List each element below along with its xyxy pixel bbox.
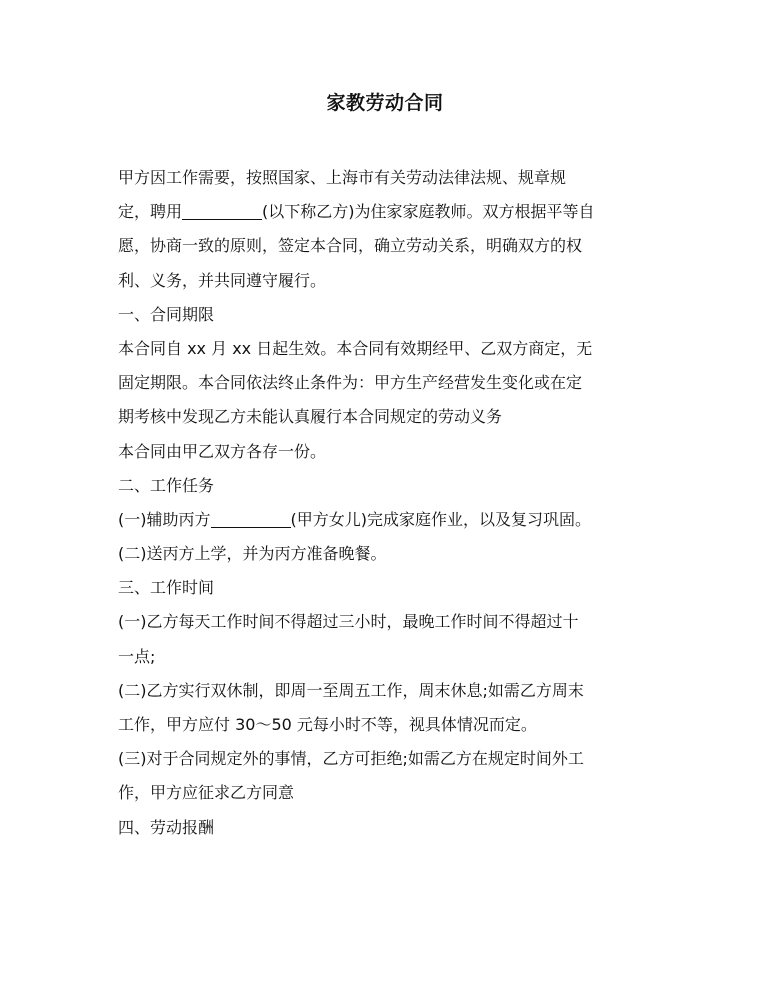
section-3-item-3-line-2: 作，甲方应征求乙方同意 <box>118 783 295 803</box>
section-3-heading: 三、工作时间 <box>118 578 215 598</box>
document-title: 家教劳动合同 <box>326 92 444 114</box>
section-4-heading: 四、劳动报酬 <box>118 817 215 837</box>
section-2-item-2: (二)送丙方上学，并为丙方准备晚餐。 <box>118 544 387 564</box>
daughter-name-blank <box>211 509 291 528</box>
intro-line-2-end: (以下称乙方)为住家家庭教师。双方根据平等自 <box>262 202 595 222</box>
employee-name-blank <box>182 201 262 220</box>
intro-line-2-start: 定，聘用 <box>118 202 183 222</box>
section-2-item-1-start: (一)辅助丙方 <box>118 509 211 529</box>
intro-line-1: 甲方因工作需要，按照国家、上海市有关劳动法律法规、规章规 <box>118 168 567 187</box>
section-3-item-2-line-2: 工作，甲方应付 30～50 元每小时不等，视具体情况而定。 <box>118 715 537 734</box>
section-1-line-4: 本合同由甲乙双方各存一份。 <box>118 441 327 461</box>
section-1-line-3: 期考核中发现乙方未能认真履行本合同规定的劳动义务 <box>118 407 503 427</box>
section-2-heading: 二、工作任务 <box>118 475 215 495</box>
intro-line-3: 愿，协商一致的原则，签定本合同，确立劳动关系，明确双方的权 <box>118 236 583 256</box>
intro-line-4: 利、义务，并共同遵守履行。 <box>118 270 327 290</box>
document-body <box>118 163 648 843</box>
section-2-item-1-end: (甲方女儿)完成家庭作业，以及复习巩固。 <box>290 509 591 529</box>
section-2-item-1 <box>118 505 648 536</box>
section-3-item-1-line-1: (一)乙方每天工作时间不得超过三小时，最晚工作时间不得超过十 <box>118 612 579 632</box>
section-3-item-3-line-1: (三)对于合同规定外的事情，乙方可拒绝;如需乙方在规定时间外工 <box>118 749 584 769</box>
section-3-item-2-line-1: (二)乙方实行双休制，即周一至周五工作，周末休息;如需乙方周末 <box>118 680 584 700</box>
intro-line-2 <box>118 197 648 228</box>
section-1-heading: 一、合同期限 <box>118 304 215 324</box>
section-1-line-1: 本合同自 xx 月 xx 日起生效。本合同有效期经甲、乙双方商定，无 <box>118 338 593 358</box>
section-1-line-2: 固定期限。本合同依法终止条件为：甲方生产经营发生变化或在定 <box>118 373 583 393</box>
section-3-item-1-line-2: 一点; <box>118 646 156 666</box>
